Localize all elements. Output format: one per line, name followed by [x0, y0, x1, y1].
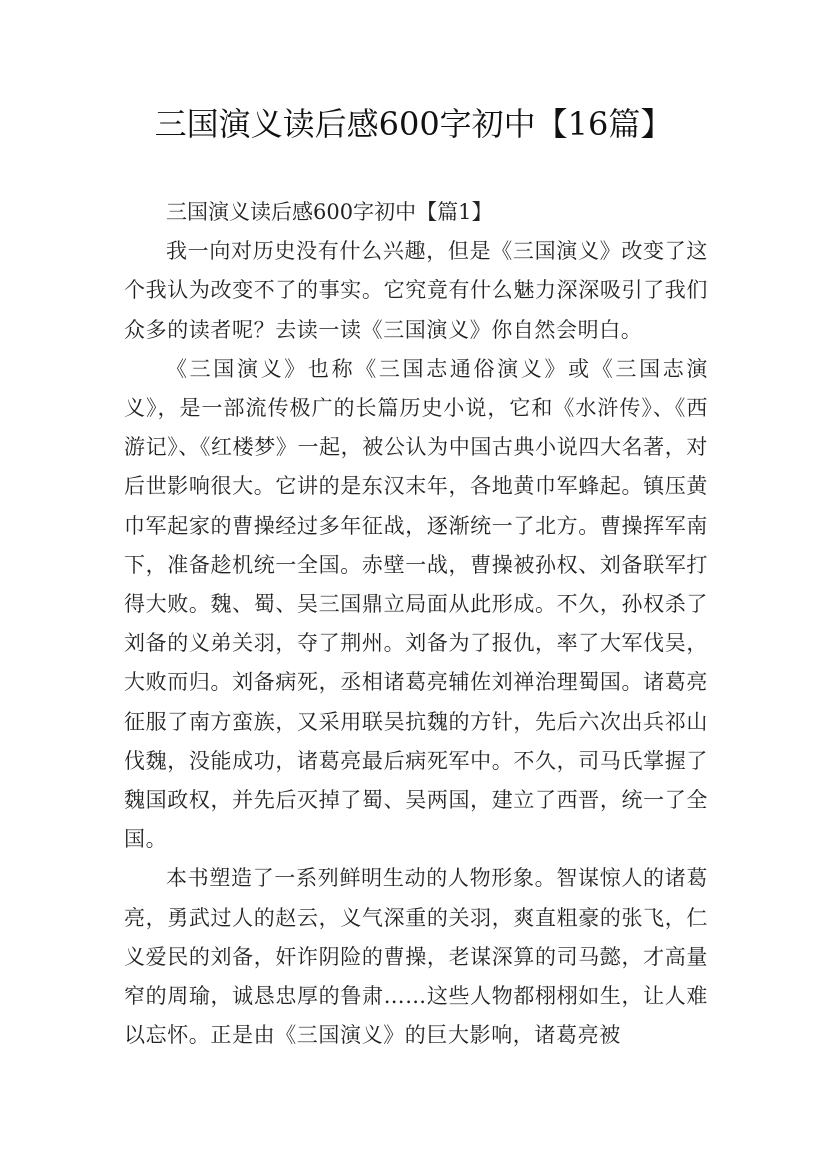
section-heading: 三国演义读后感600字初中【篇1】 — [166, 200, 493, 224]
paragraph-3: 本书塑造了一系列鲜明生动的人物形象。智谋惊人的诸葛亮，勇武过人的赵云，义气深重的关羽，爽直粗豪的张飞，仁义爱民的刘备，奸诈阴险的曹操，老谋深算的司马懿，才高量窄的周瑜，诚恳忠厚的鲁肃……这些人物都栩栩如生，让人难以忘怀。正是由《三国演义》的巨大影响，诸葛亮被 — [124, 866, 708, 1048]
paragraph-1: 我一向对历史没有什么兴趣，但是《三国演义》改变了这个我认为改变不了的事实。它究竟有什么魅力深深吸引了我们众多的读者呢？去读一读《三国演义》你自然会明白。 — [124, 239, 708, 342]
document-title: 三国演义读后感600字初中【16篇】 — [154, 105, 673, 143]
paragraph-2: 《三国演义》也称《三国志通俗演义》或《三国志演义》，是一部流传极广的长篇历史小说，它和《水浒传》、《西游记》、《红楼梦》一起，被公认为中国古典小说四大名著，对后世影响很大。它讲的是东汉末年，各地黄巾军蜂起。镇压黄巾军起家的曹操经过多年征战，逐渐统一了北方。曹操挥军南下，准备趁机统一全国。赤壁一战，曹操被孙权、刘备联军打得大败。魏、蜀、吴三国鼎立局面从此形成。不久，孙权杀了刘备的义弟关羽，夺了荆州。刘备为了报仇，率了大军伐吴，大败而归。刘备病死，丞相诸葛亮辅佐刘禅治理蜀国。诸葛亮征服了南方蛮族，又采用联吴抗魏的方针，先后六次出兵祁山伐魏，没能成功，诸葛亮最后病死军中。不久，司马氏掌握了魏国政权，并先后灭掉了蜀、吴两国，建立了西晋，统一了全国。 — [124, 356, 708, 852]
document-body — [124, 193, 708, 1055]
